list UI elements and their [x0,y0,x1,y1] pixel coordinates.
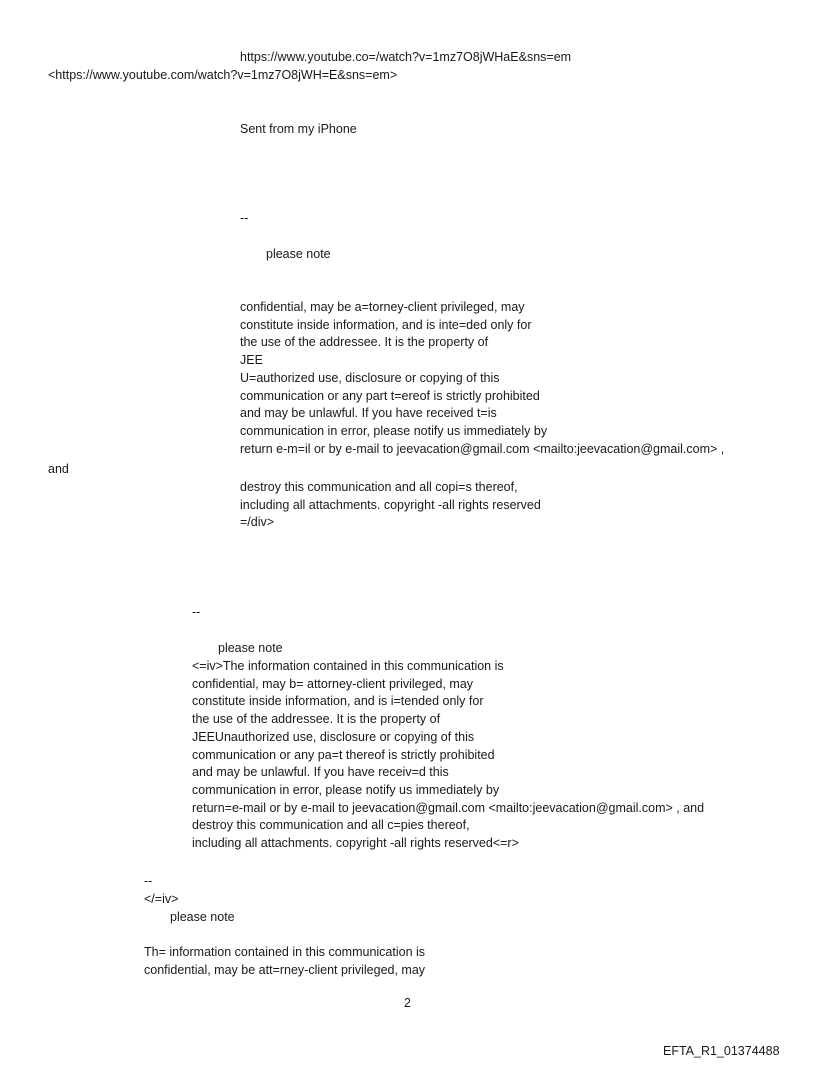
text-line: U=authorized use, disclosure or copying of this [240,370,500,385]
text-line: confidential, may be att=rney-client privileged, may [144,962,426,977]
text-line: JEE [240,353,263,368]
text-line: confidential, may b= attorney-client privileged, may [192,676,474,691]
please-note: please note [170,910,235,924]
text-line: destroy this communication and all copi=s thereof, [240,480,518,494]
text-line: return e-m=il or by e-mail to jeevacation@gmail.com <mailto:jeevacation@gmail.com> , [240,441,725,456]
and-word: and [48,462,69,476]
text-line: confidential, may be a=torney-client privileged, may [240,300,525,314]
div-close-tag: </=iv> [144,892,179,906]
text-line: Th= information contained in this communication is [144,945,426,959]
text-line: JEEUnauthorized use, disclosure or copying of this [192,729,475,744]
text-line: constitute inside information, and is i=tended only for [192,694,484,709]
bates-number: EFTA_R1_01374488 [663,1044,780,1058]
text-line: including all attachments. copyright -all rights reserved<=r> [192,836,519,850]
text-line: return=e-mail or by e-mail to jeevacation@gmail.com <mailto:jeevacation@gmail.com> , and [192,800,705,815]
text-line: and may be unlawful. If you have receiv=d this [192,765,449,780]
text-line: the use of the addressee. It is the property of [240,335,489,350]
text-line: including all attachments. copyright -all rights reserved [240,497,541,512]
text-line: the use of the addressee. It is the property of [192,712,441,727]
text-line: constitute inside information, and is inte=ded only for [240,317,532,332]
please-note: please note [218,641,283,655]
text-line: communication or any pa=t thereof is strictly prohibited [192,747,495,762]
separator: -- [192,605,201,619]
separator: -- [144,874,153,888]
signature-line: Sent from my iPhone [240,122,357,136]
page-number: 2 [404,996,411,1010]
please-note: please note [266,247,331,261]
text-line: destroy this communication and all c=pies thereof, [192,818,470,833]
text-line: =/div> [240,515,275,530]
text-line: and may be unlawful. If you have received t=is [240,406,497,421]
text-line: communication in error, please notify us immediately by [192,782,500,797]
separator: -- [240,211,249,225]
text-line: communication in error, please notify us immediately by [240,423,548,438]
url-link[interactable]: <https://www.youtube.com/watch?v=1mz7O8jWH=E&sns=em> [48,68,398,82]
text-line: <=iv>The information contained in this communication is [192,659,504,673]
url-line: https://www.youtube.co=/watch?v=1mz7O8jWHaE&sns=em [240,50,572,64]
text-line: communication or any part t=ereof is strictly prohibited [240,388,540,403]
